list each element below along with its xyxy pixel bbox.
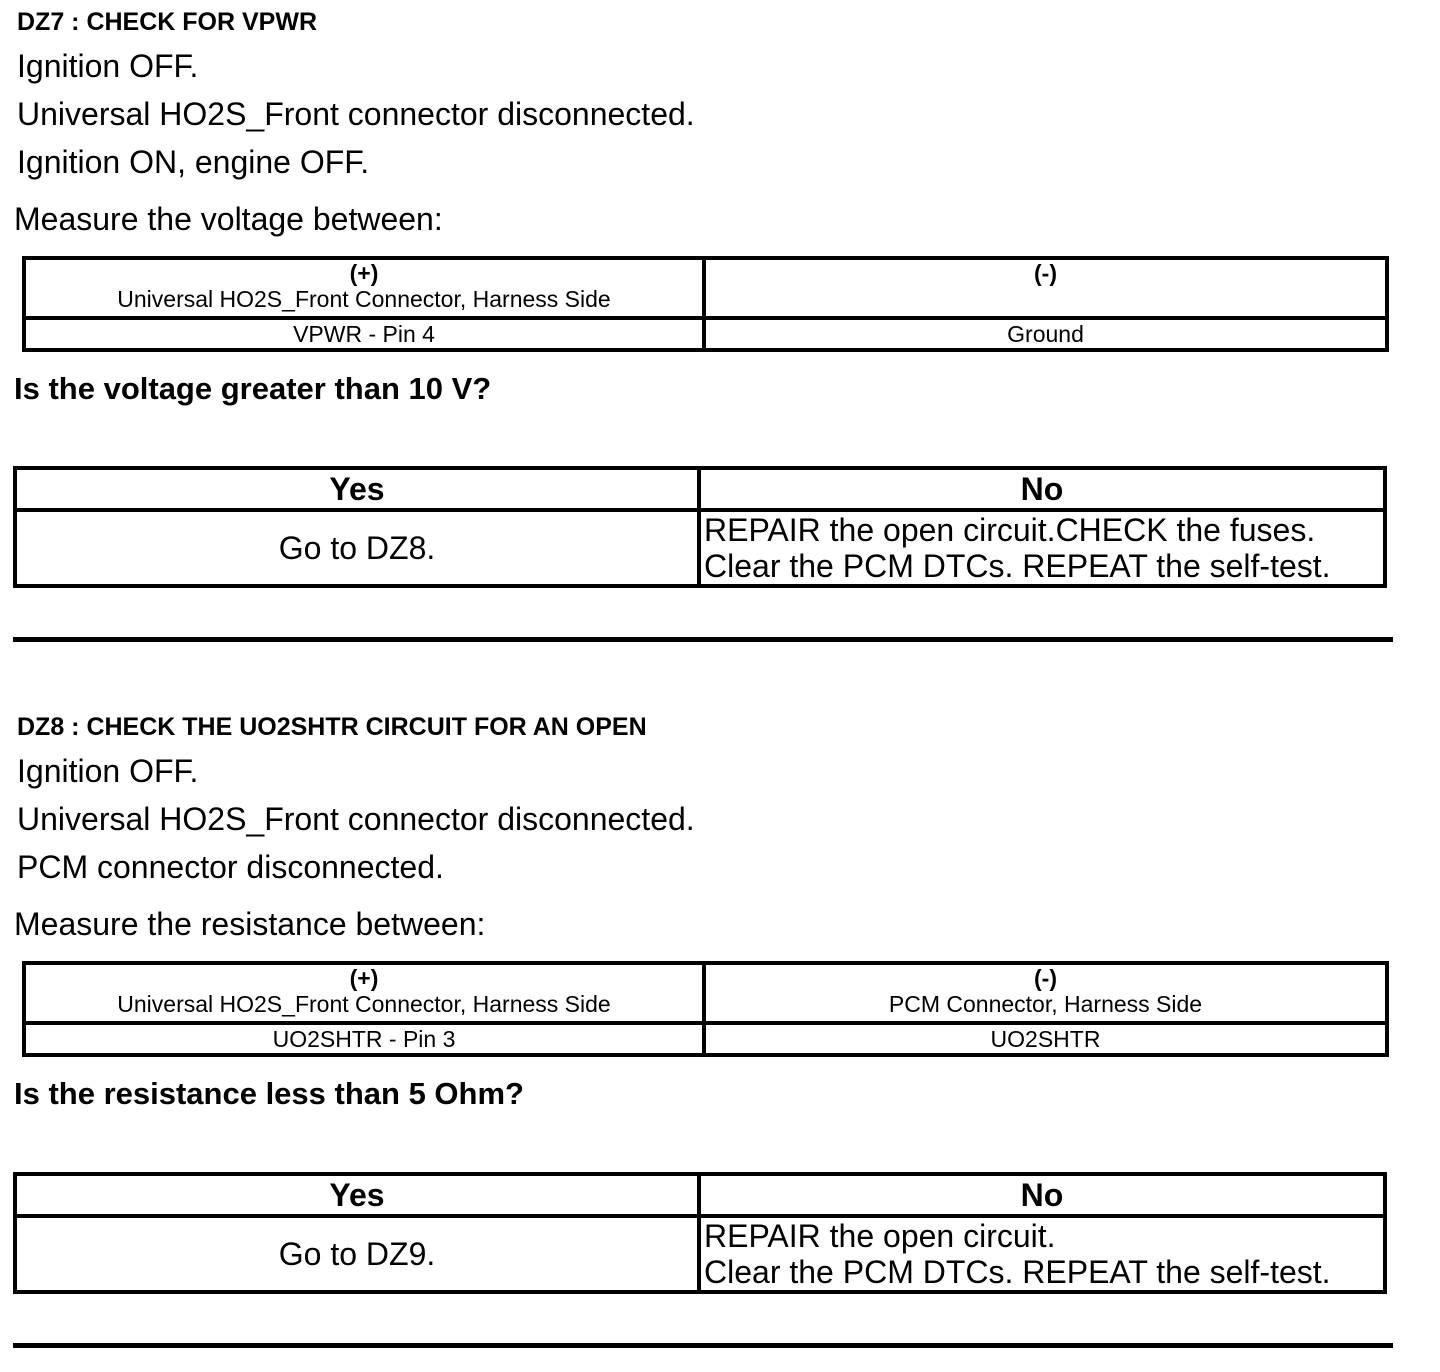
section-divider [13,637,1393,642]
dz7-no-action [699,510,1385,586]
dz8-no-action-line-1: REPAIR the open circuit. [704,1218,1056,1254]
dz7-yes-header: Yes [15,468,699,510]
dz7-step-2: Universal HO2S_Front connector disconnected. [17,96,695,132]
dz7-no-header: No [699,468,1385,510]
dz8-step-1: Ignition OFF. [17,753,199,789]
dz8-plus-header [24,963,704,1023]
minus-connector-label: PCM Connector, Harness Side [888,991,1203,1017]
dz8-result-table [13,1172,1387,1294]
dz7-result-table [13,466,1387,588]
dz7-minus-value: Ground [704,318,1387,350]
plus-sign: (+) [349,965,379,991]
dz7-plus-header [24,258,704,318]
dz8-step-3: PCM connector disconnected. [17,849,444,885]
section-divider [13,1343,1393,1348]
dz7-no-action-line-2: Clear the PCM DTCs. REPEAT the self-test. [704,548,1331,584]
dz8-no-action [699,1216,1385,1292]
dz7-no-action-line-1: REPAIR the open circuit.CHECK the fuses. [704,512,1316,548]
plus-connector-label: Universal HO2S_Front Connector, Harness Side [117,286,611,312]
dz7-measure-text: Measure the voltage between: [14,201,443,237]
dz7-plus-value: VPWR - Pin 4 [24,318,704,350]
dz8-measure-table [22,961,1389,1057]
dz7-step-3: Ignition ON, engine OFF. [17,144,370,180]
dz8-step-2: Universal HO2S_Front connector disconnected. [17,801,695,837]
minus-sign: (-) [1034,965,1057,991]
dz7-question: Is the voltage greater than 10 V? [14,371,492,406]
dz8-heading: DZ8 : CHECK THE UO2SHTR CIRCUIT FOR AN OPEN [17,713,647,741]
dz8-plus-value: UO2SHTR - Pin 3 [24,1023,704,1055]
plus-connector-label: Universal HO2S_Front Connector, Harness Side [117,991,611,1017]
dz7-yes-action: Go to DZ8. [15,510,699,586]
dz8-yes-action: Go to DZ9. [15,1216,699,1292]
dz8-question: Is the resistance less than 5 Ohm? [14,1076,524,1111]
plus-sign: (+) [349,260,379,286]
dz8-minus-header [704,963,1387,1023]
dz8-minus-value: UO2SHTR [704,1023,1387,1055]
dz7-step-1: Ignition OFF. [17,48,199,84]
dz8-no-header: No [699,1174,1385,1216]
dz8-measure-text: Measure the resistance between: [14,906,486,942]
dz8-no-action-line-2: Clear the PCM DTCs. REPEAT the self-test. [704,1254,1331,1290]
minus-sign: (-) [1034,260,1057,286]
dz7-heading: DZ7 : CHECK FOR VPWR [17,8,317,36]
dz7-measure-table [22,256,1389,352]
dz7-minus-header [704,258,1387,318]
dz8-yes-header: Yes [15,1174,699,1216]
